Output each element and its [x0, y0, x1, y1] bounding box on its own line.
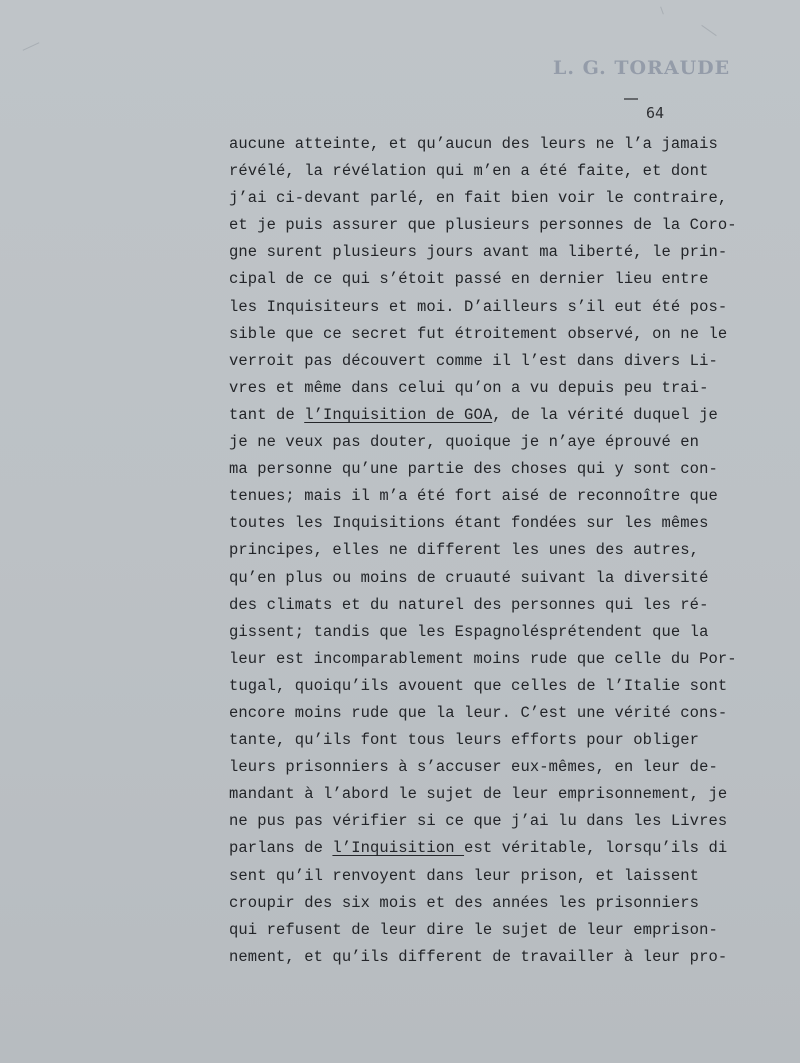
library-stamp: L. G. TORAUDE — [553, 57, 731, 79]
text-line — [229, 673, 779, 700]
line-text-after: , de la vérité duquel je — [492, 405, 718, 424]
text-line — [229, 402, 779, 429]
text-line — [229, 917, 779, 944]
text-line — [229, 863, 779, 890]
text-line — [229, 266, 779, 293]
line-text: nement, et qu’ils different de travailler à leur pro- — [229, 947, 728, 966]
stamp-dash — [624, 98, 638, 100]
line-text: tante, qu’ils font tous leurs efforts pour obliger — [229, 731, 700, 750]
line-text: parlans de — [229, 839, 333, 858]
line-text: j’ai ci-devant parlé, en fait bien voir le contraire, — [229, 189, 728, 208]
line-text: mandant à l’abord le sujet de leur emprisonnement, je — [229, 785, 728, 804]
line-text: vres et même dans celui qu’on a vu depuis peu trai- — [229, 378, 709, 397]
text-line — [229, 294, 779, 321]
text-line — [229, 429, 779, 456]
text-line — [229, 510, 779, 537]
text-line — [229, 375, 779, 402]
line-text: les Inquisiteurs et moi. D’ailleurs s’il eut été pos- — [229, 297, 728, 316]
line-text: sible que ce secret fut étroitement observé, on ne le — [229, 324, 728, 343]
paper-mark — [23, 42, 40, 51]
line-text: croupir des six mois et des années les prisonniers — [229, 893, 700, 912]
text-line — [229, 781, 779, 808]
text-line — [229, 727, 779, 754]
text-line — [229, 483, 779, 510]
text-line — [229, 835, 779, 862]
underlined-title: l’Inquisition de GOA — [304, 405, 493, 424]
text-line — [229, 321, 779, 348]
line-text: qui refusent de leur dire le sujet de leur emprison- — [229, 920, 718, 939]
line-text: tant de — [229, 405, 305, 424]
text-line — [229, 239, 779, 266]
line-text: je ne veux pas douter, quoique je n’aye éprouvé en — [229, 433, 700, 452]
line-text: cipal de ce qui s’étoit passé en dernier lieu entre — [229, 270, 709, 289]
line-text-after: est véritable, lorsqu’ils di — [464, 839, 728, 858]
text-line — [229, 565, 779, 592]
text-line — [229, 185, 779, 212]
text-line — [229, 456, 779, 483]
text-line — [229, 619, 779, 646]
paper-mark — [660, 7, 664, 15]
line-text: gissent; tandis que les Espagnolésprétendent que la — [229, 622, 709, 641]
text-line — [229, 212, 779, 239]
page-number: 64 — [646, 104, 665, 122]
line-text: encore moins rude que la leur. C’est une vérité cons- — [229, 703, 728, 722]
line-text: leur est incomparablement moins rude que celle du Por- — [229, 649, 737, 668]
line-text: révélé, la révélation qui m’en a été faite, et dont — [229, 162, 709, 181]
text-line — [229, 700, 779, 727]
text-line — [229, 754, 779, 781]
text-line — [229, 944, 779, 971]
typewritten-text — [229, 131, 779, 971]
underlined-title: l’Inquisition — [332, 839, 465, 858]
line-text: toutes les Inquisitions étant fondées sur les mêmes — [229, 514, 709, 533]
line-text: qu’en plus ou moins de cruauté suivant la diversité — [229, 568, 709, 587]
line-text: tugal, quoiqu’ils avouent que celles de l’Italie sont — [229, 676, 728, 695]
line-text: et je puis assurer que plusieurs personnes de la Coro- — [229, 216, 737, 235]
line-text: verroit pas découvert comme il l’est dans divers Li- — [229, 351, 718, 370]
text-line — [229, 890, 779, 917]
line-text: ma personne qu’une partie des choses qui y sont con- — [229, 460, 718, 479]
text-line — [229, 537, 779, 564]
text-line — [229, 592, 779, 619]
line-text: ne pus pas vérifier si ce que j’ai lu dans les Livres — [229, 812, 728, 831]
line-text: leurs prisonniers à s’accuser eux-mêmes, en leur de- — [229, 758, 718, 777]
line-text: aucune atteinte, et qu’aucun des leurs ne l’a jamais — [229, 135, 718, 153]
line-text: tenues; mais il m’a été fort aisé de reconnoître que — [229, 487, 718, 506]
line-text: sent qu’il renvoyent dans leur prison, et laissent — [229, 866, 700, 885]
line-text: principes, elles ne different les unes des autres, — [229, 541, 700, 560]
text-line — [229, 158, 779, 185]
text-line — [229, 348, 779, 375]
text-line — [229, 131, 779, 158]
line-text: des climats et du naturel des personnes qui les ré- — [229, 595, 709, 614]
text-line — [229, 808, 779, 835]
paper-mark — [701, 25, 716, 36]
line-text: gne surent plusieurs jours avant ma liberté, le prin- — [229, 243, 728, 262]
text-line — [229, 646, 779, 673]
